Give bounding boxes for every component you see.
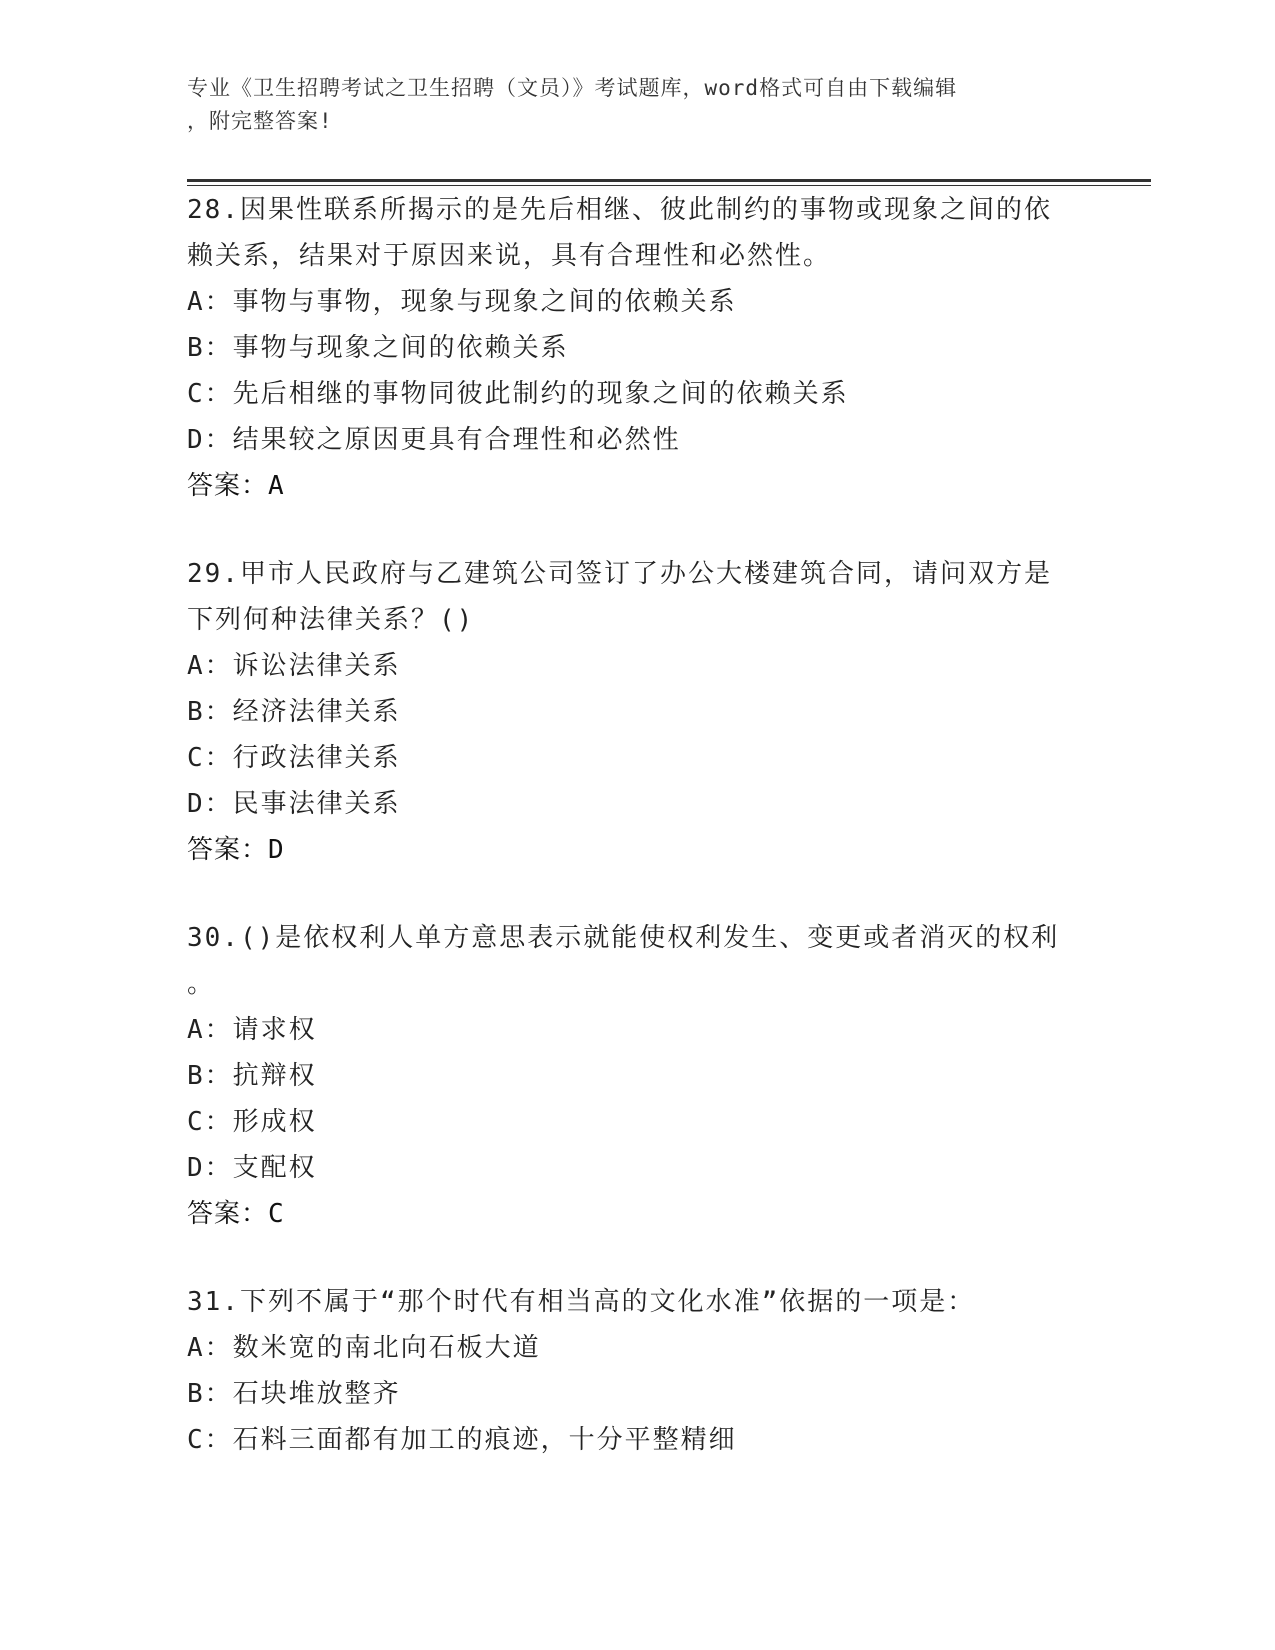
option-d: D：结果较之原因更具有合理性和必然性	[187, 425, 681, 455]
question-list	[187, 187, 1087, 1505]
header-rule-thick	[187, 179, 1151, 182]
option-b: B：抗辩权	[187, 1061, 317, 1091]
question-30	[187, 915, 1087, 1237]
option-c: C：形成权	[187, 1107, 317, 1137]
document-header	[187, 72, 1087, 138]
option-b: B：经济法律关系	[187, 697, 401, 727]
option-b: B：石块堆放整齐	[187, 1379, 401, 1409]
option-a: A：事物与事物，现象与现象之间的依赖关系	[187, 287, 737, 317]
stem-line: 31.下列不属于“那个时代有相当高的文化水准”依据的一项是：	[187, 1287, 976, 1317]
stem-line: 赖关系，结果对于原因来说，具有合理性和必然性。	[187, 241, 832, 271]
stem-line: 下列何种法律关系？()	[187, 605, 475, 635]
stem-line: 29.甲市人民政府与乙建筑公司签订了办公大楼建筑合同，请问双方是	[187, 559, 1052, 589]
answer-line: 答案：C	[187, 1199, 285, 1229]
stem-line: 。	[187, 969, 216, 999]
question-stem	[187, 187, 1087, 279]
option-d: D：支配权	[187, 1153, 317, 1183]
header-line-1: 专业《卫生招聘考试之卫生招聘（文员）》考试题库，word格式可自由下载编辑	[187, 76, 958, 100]
header-line-2: ，附完整答案!	[187, 109, 333, 133]
stem-line: 28.因果性联系所揭示的是先后相继、彼此制约的事物或现象之间的依	[187, 195, 1052, 225]
option-a: A：请求权	[187, 1015, 317, 1045]
question-stem	[187, 1279, 1087, 1325]
option-c: C：行政法律关系	[187, 743, 401, 773]
question-stem	[187, 551, 1087, 643]
option-c: C：先后相继的事物同彼此制约的现象之间的依赖关系	[187, 379, 849, 409]
option-c: C：石料三面都有加工的痕迹，十分平整精细	[187, 1425, 737, 1455]
header-rule-thin	[187, 185, 1151, 186]
option-b: B：事物与现象之间的依赖关系	[187, 333, 569, 363]
answer-line: 答案：D	[187, 835, 285, 865]
option-a: A：数米宽的南北向石板大道	[187, 1333, 541, 1363]
question-29	[187, 551, 1087, 873]
question-31	[187, 1279, 1087, 1463]
question-stem	[187, 915, 1087, 1007]
question-28	[187, 187, 1087, 509]
option-d: D：民事法律关系	[187, 789, 401, 819]
option-a: A：诉讼法律关系	[187, 651, 401, 681]
answer-line: 答案：A	[187, 471, 285, 501]
stem-line: 30.()是依权利人单方意思表示就能使权利发生、变更或者消灭的权利	[187, 923, 1060, 953]
